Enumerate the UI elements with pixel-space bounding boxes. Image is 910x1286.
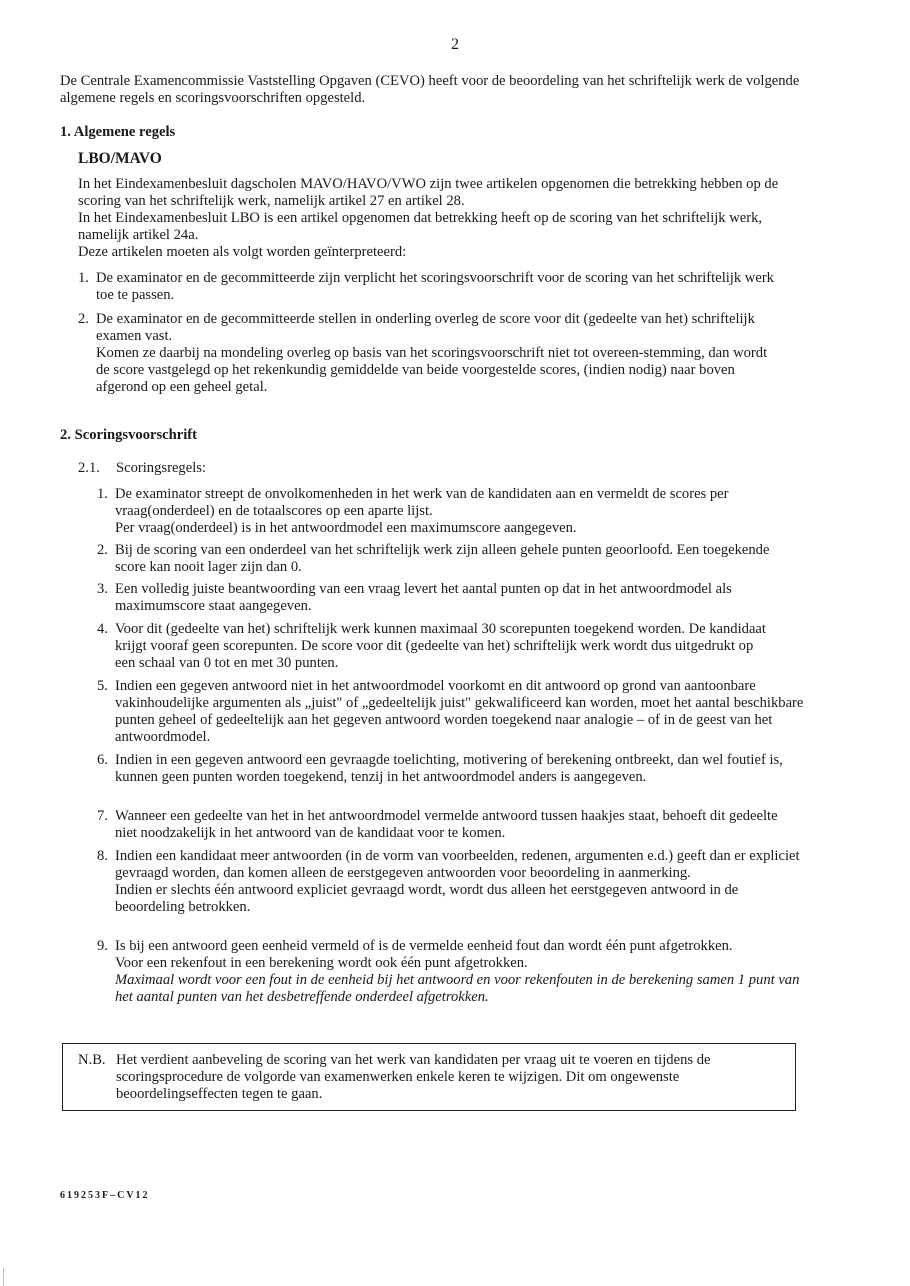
section2-heading: 2. Scoringsvoorschrift — [60, 427, 198, 443]
scan-edge-mark — [3, 1268, 4, 1286]
rule-item-4 — [97, 621, 777, 672]
rule-number: 1. — [97, 486, 108, 502]
item-number: 1. — [78, 270, 89, 286]
rule-item-6 — [97, 752, 797, 786]
rule-item-1 — [97, 486, 797, 537]
rule-item-9 — [97, 938, 809, 1006]
rule-text: Voor een rekenfout in een berekening wordt ook één punt afgetrokken. — [115, 955, 528, 971]
rule-item-5 — [97, 678, 809, 746]
rule-text: Indien een gegeven antwoord niet in het antwoordmodel voorkomt en dit antwoord op grond van aantoonbare vakinhoudelijke argumenten als „juist" of „gedeeltelijk juist" gekwalificeerd kan worden, moet het aantal beschikbare punten geheel of gedeeltelijk aan het gegeven antwoord worden toegekend naar analogie – of in de geest van het antwoordmodel. — [115, 678, 804, 745]
page-number: 2 — [451, 36, 459, 53]
paragraph-line: In het Eindexamenbesluit LBO is een artikel opgenomen dat betrekking heeft op de scoring van het schriftelijk werk, namelijk artikel 24a. — [78, 210, 763, 243]
rule-item-8 — [97, 848, 809, 916]
nb-box — [62, 1043, 796, 1111]
rule-number: 9. — [97, 938, 108, 954]
item-text: De examinator en de gecommitteerde zijn verplicht het scoringsvoorschrift voor de scoring van het schriftelijk werk toe te passen. — [96, 270, 774, 303]
section1-heading: 1. Algemene regels — [60, 124, 176, 140]
rule-number: 8. — [97, 848, 108, 864]
rule-number: 3. — [97, 581, 108, 597]
rule-text: Indien in een gegeven antwoord een gevraagde toelichting, motivering of berekening ontbreekt, dan wel foutief is, kunnen geen punten worden toegekend, tenzij in het antwoordmodel anders is aangegeven. — [115, 752, 783, 785]
item-number: 2. — [78, 311, 89, 327]
rule-number: 2. — [97, 542, 108, 558]
rule-number: 7. — [97, 808, 108, 824]
rule-text: Is bij een antwoord geen eenheid vermeld of is de vermelde eenheid fout dan wordt één punt afgetrokken. — [115, 938, 733, 954]
rule-text: Indien er slechts één antwoord expliciet gevraagd wordt, wordt dus alleen het eerstgegeven antwoord in de beoordeling betrokken. — [115, 882, 739, 915]
section1-subheading: LBO/MAVO — [78, 150, 162, 167]
intro-paragraph: De Centrale Examencommissie Vaststelling Opgaven (CEVO) heeft voor de beoordeling van het schriftelijk werk de volgende algemene regels en scoringsvoorschriften opgesteld. — [60, 73, 800, 106]
item-text: Komen ze daarbij na mondeling overleg op basis van het scoringsvoorschrift niet tot overeen-stemming, dan wordt de score vastgelegd op het rekenkundig gemiddelde van beide voorgestelde scores, (indien nodig) naar boven afgerond op een geheel getal. — [96, 345, 768, 395]
section1-paragraph — [78, 176, 790, 261]
rule-text: Per vraag(onderdeel) is in het antwoordmodel een maximumscore aangegeven. — [115, 520, 577, 536]
nb-text: Het verdient aanbeveling de scoring van het werk van kandidaten per vraag uit te voeren en tijdens de scoringsprocedure de volgorde van examenwerken enkele keren te wijzigen. Dit om ongewenste beoordelingseffecten tegen te gaan. — [116, 1052, 711, 1102]
footer-code: 619253F–CV12 — [60, 1190, 150, 1201]
section1-item — [78, 270, 778, 304]
rule-number: 5. — [97, 678, 108, 694]
rule-number: 6. — [97, 752, 108, 768]
rule-text: Bij de scoring van een onderdeel van het schriftelijk werk zijn alleen gehele punten geoorloofd. Een toegekende score kan nooit lager zijn dan 0. — [115, 542, 770, 575]
rule-text: Een volledig juiste beantwoording van een vraag levert het aantal punten op dat in het antwoordmodel als maximumscore staat aangegeven. — [115, 581, 732, 614]
subsection-number: 2.1. — [78, 460, 100, 476]
rule-text: De examinator streept de onvolkomenheden in het werk van de kandidaten aan en vermeldt de scores per vraag(onderdeel) en de totaalscores op een aparte lijst. — [115, 486, 729, 519]
paragraph-line: In het Eindexamenbesluit dagscholen MAVO/HAVO/VWO zijn twee artikelen opgenomen die betrekking hebben op de scoring van het schriftelijk werk, namelijk artikel 27 en artikel 28. — [78, 176, 779, 209]
rule-item-2 — [97, 542, 797, 576]
rule-item-3 — [97, 581, 737, 615]
rule-item-7 — [97, 808, 797, 842]
rule-text: Voor dit (gedeelte van het) schriftelijk werk kunnen maximaal 30 scorepunten toegekend worden. De kandidaat krijgt vooraf geen scorepunten. De score voor dit (gedeelte van het) schriftelijk werk wordt dus uitgedrukt op een schaal van 0 tot en met 30 punten. — [115, 621, 766, 671]
rule-text: Indien een kandidaat meer antwoorden (in de vorm van voorbeelden, redenen, argumenten e.d.) geeft dan er expliciet gevraagd worden, dan komen alleen de eerstgegeven antwoorden voor beoordeling in aanmerking. — [115, 848, 800, 881]
rule-number: 4. — [97, 621, 108, 637]
subsection-label: Scoringsregels: — [116, 460, 206, 476]
rule-italic-note: Maximaal wordt voor een fout in de eenheid bij het antwoord en voor rekenfouten in de berekening samen 1 punt van het aantal punten van het desbetreffende onderdeel afgetrokken. — [115, 972, 800, 1005]
section1-item — [78, 311, 778, 396]
item-text: De examinator en de gecommitteerde stellen in onderling overleg de score voor dit (gedeelte van het) schriftelijk examen vast. — [96, 311, 755, 344]
nb-label: N.B. — [78, 1052, 106, 1068]
rule-text: Wanneer een gedeelte van het in het antwoordmodel vermelde antwoord tussen haakjes staat, behoeft dit gedeelte niet noodzakelijk in het antwoord van de kandidaat voor te komen. — [115, 808, 778, 841]
paragraph-line: Deze artikelen moeten als volgt worden geïnterpreteerd: — [78, 244, 407, 260]
